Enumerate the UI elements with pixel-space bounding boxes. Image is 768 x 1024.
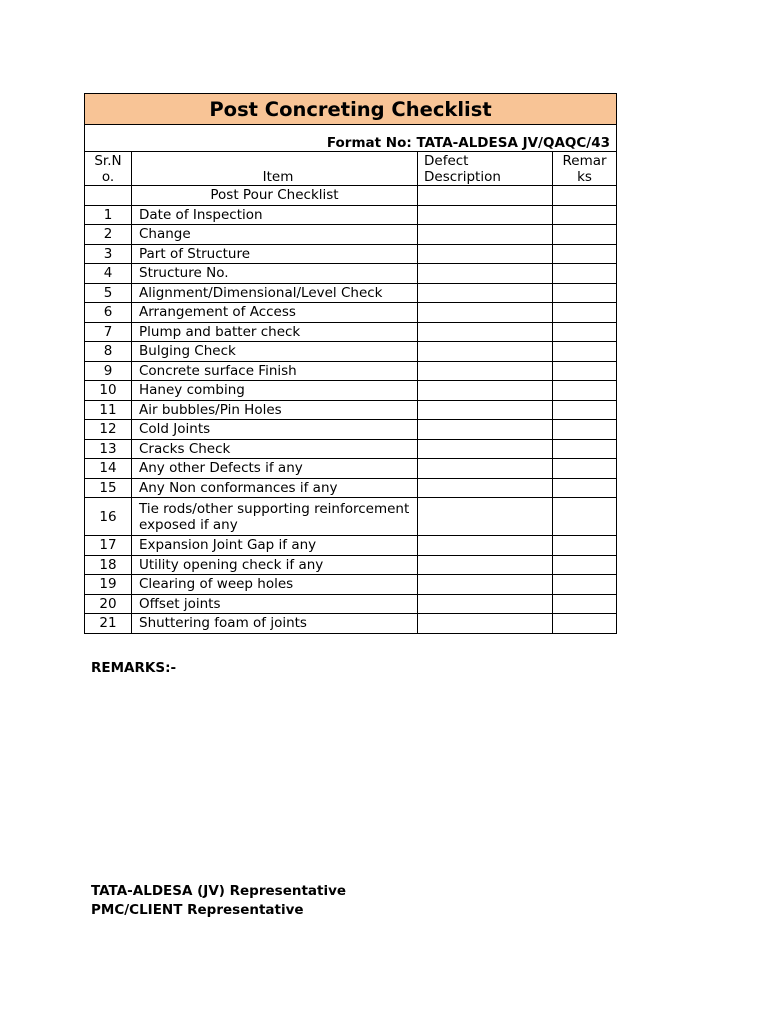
header-item: Item (132, 152, 418, 186)
row-number: 20 (85, 594, 132, 614)
row-remarks-cell (553, 381, 617, 401)
row-defect-cell (418, 225, 553, 245)
row-number: 11 (85, 400, 132, 420)
row-item: Cracks Check (132, 439, 418, 459)
table-row (85, 555, 617, 575)
row-defect-cell (418, 555, 553, 575)
row-remarks-cell (553, 594, 617, 614)
header-defect-description: Defect Description (418, 152, 553, 186)
contractor-signature-label: TATA-ALDESA (JV) Representative (91, 883, 347, 899)
row-defect-cell (418, 322, 553, 342)
row-defect-cell (418, 361, 553, 381)
row-number: 1 (85, 205, 132, 225)
table-row (85, 575, 617, 595)
row-defect-cell (418, 439, 553, 459)
row-remarks-cell (553, 575, 617, 595)
table-row (85, 478, 617, 498)
row-number: 10 (85, 381, 132, 401)
row-remarks-cell (553, 555, 617, 575)
table-row (85, 536, 617, 556)
checklist-table (84, 93, 617, 634)
row-defect-cell (418, 478, 553, 498)
row-remarks-cell (553, 400, 617, 420)
row-item: Arrangement of Access (132, 303, 418, 323)
table-row (85, 283, 617, 303)
row-remarks-cell (553, 283, 617, 303)
row-number: 13 (85, 439, 132, 459)
section-label: Post Pour Checklist (132, 186, 418, 206)
row-number: 5 (85, 283, 132, 303)
row-item: Structure No. (132, 264, 418, 284)
table-row (85, 322, 617, 342)
row-number: 16 (85, 498, 132, 536)
row-item: Change (132, 225, 418, 245)
client-signature-label: PMC/CLIENT Representative (91, 902, 304, 918)
row-number: 7 (85, 322, 132, 342)
row-item: Concrete surface Finish (132, 361, 418, 381)
row-number: 21 (85, 614, 132, 634)
row-number: 4 (85, 264, 132, 284)
row-number: 9 (85, 361, 132, 381)
row-defect-cell (418, 459, 553, 479)
row-number: 6 (85, 303, 132, 323)
remarks-label: REMARKS:- (91, 660, 177, 676)
row-defect-cell (418, 536, 553, 556)
row-defect-cell (418, 303, 553, 323)
row-number: 14 (85, 459, 132, 479)
row-item: Any other Defects if any (132, 459, 418, 479)
row-remarks-cell (553, 205, 617, 225)
table-row (85, 498, 617, 536)
row-item: Expansion Joint Gap if any (132, 536, 418, 556)
row-item: Cold Joints (132, 420, 418, 440)
row-number: 19 (85, 575, 132, 595)
row-defect-cell (418, 420, 553, 440)
format-number: Format No: TATA-ALDESA JV/QAQC/43 (85, 125, 617, 152)
table-row (85, 381, 617, 401)
row-defect-cell (418, 244, 553, 264)
row-defect-cell (418, 614, 553, 634)
table-row (85, 420, 617, 440)
row-number: 8 (85, 342, 132, 362)
row-number: 18 (85, 555, 132, 575)
table-row (85, 342, 617, 362)
row-defect-cell (418, 594, 553, 614)
row-item: Tie rods/other supporting reinforcement exposed if any (132, 498, 418, 536)
row-remarks-cell (553, 459, 617, 479)
table-row (85, 244, 617, 264)
table-row (85, 264, 617, 284)
row-defect-cell (418, 264, 553, 284)
row-number: 3 (85, 244, 132, 264)
row-remarks-cell (553, 342, 617, 362)
row-item: Plump and batter check (132, 322, 418, 342)
table-row (85, 459, 617, 479)
row-remarks-cell (553, 420, 617, 440)
section-defect-cell (418, 186, 553, 206)
row-remarks-cell (553, 264, 617, 284)
row-defect-cell (418, 342, 553, 362)
row-item: Utility opening check if any (132, 555, 418, 575)
row-remarks-cell (553, 614, 617, 634)
row-defect-cell (418, 205, 553, 225)
table-row (85, 225, 617, 245)
row-item: Offset joints (132, 594, 418, 614)
table-row (85, 439, 617, 459)
row-defect-cell (418, 498, 553, 536)
page-title: Post Concreting Checklist (85, 94, 617, 125)
section-remarks-cell (553, 186, 617, 206)
row-remarks-cell (553, 361, 617, 381)
section-sr-cell (85, 186, 132, 206)
row-remarks-cell (553, 303, 617, 323)
table-row (85, 361, 617, 381)
row-item: Alignment/Dimensional/Level Check (132, 283, 418, 303)
header-sr-no: Sr.N o. (85, 152, 132, 186)
row-remarks-cell (553, 536, 617, 556)
row-number: 2 (85, 225, 132, 245)
row-defect-cell (418, 575, 553, 595)
row-remarks-cell (553, 439, 617, 459)
row-defect-cell (418, 400, 553, 420)
row-remarks-cell (553, 478, 617, 498)
row-item: Air bubbles/Pin Holes (132, 400, 418, 420)
row-number: 12 (85, 420, 132, 440)
header-remarks: Remar ks (553, 152, 617, 186)
table-row (85, 594, 617, 614)
row-item: Clearing of weep holes (132, 575, 418, 595)
row-remarks-cell (553, 322, 617, 342)
row-remarks-cell (553, 244, 617, 264)
row-item: Any Non conformances if any (132, 478, 418, 498)
row-number: 15 (85, 478, 132, 498)
table-row (85, 400, 617, 420)
table-row (85, 303, 617, 323)
row-remarks-cell (553, 498, 617, 536)
row-defect-cell (418, 381, 553, 401)
row-defect-cell (418, 283, 553, 303)
row-remarks-cell (553, 225, 617, 245)
table-row (85, 205, 617, 225)
section-row (85, 186, 617, 206)
row-item: Bulging Check (132, 342, 418, 362)
table-row (85, 614, 617, 634)
row-item: Date of Inspection (132, 205, 418, 225)
header-row (85, 152, 617, 186)
row-item: Shuttering foam of joints (132, 614, 418, 634)
row-number: 17 (85, 536, 132, 556)
row-item: Part of Structure (132, 244, 418, 264)
row-item: Haney combing (132, 381, 418, 401)
